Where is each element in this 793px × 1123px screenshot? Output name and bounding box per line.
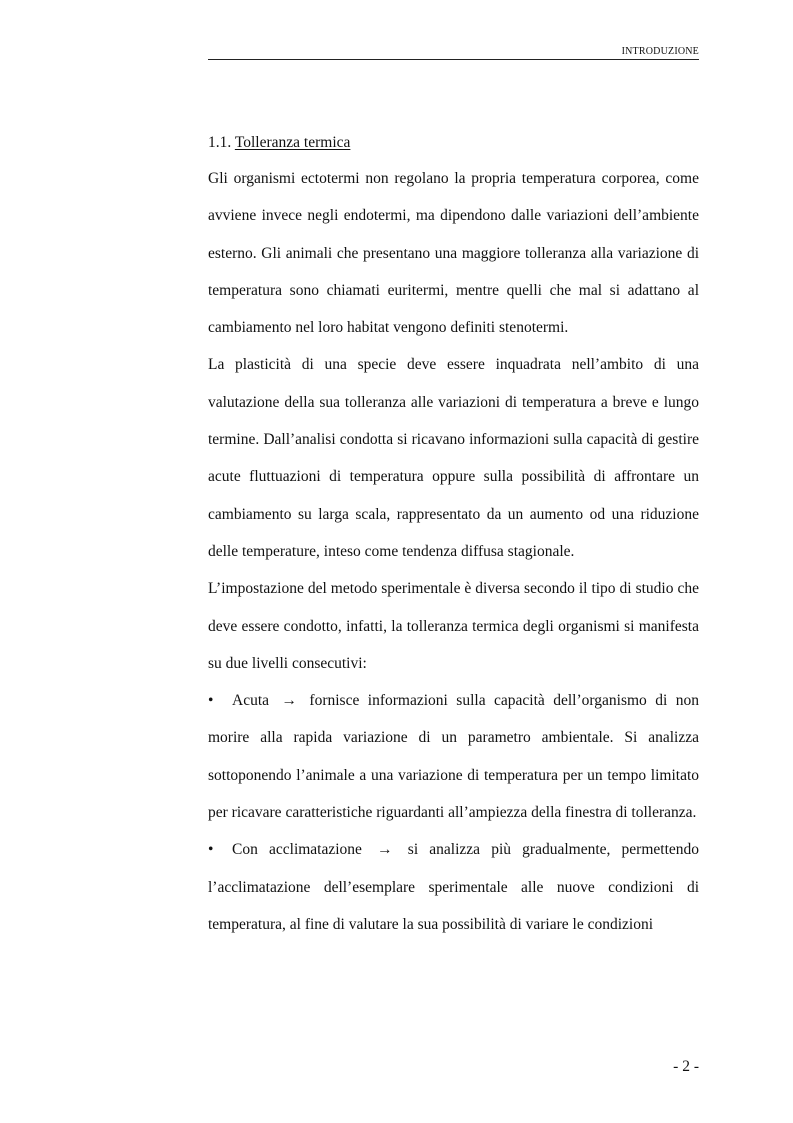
section-number: 1.1. xyxy=(208,134,232,151)
page-content xyxy=(208,129,699,943)
arrow-right-icon: → xyxy=(377,841,393,859)
bullet-text: fornisce informazioni sulla capacità dell’organismo di non morire alla rapida variazione di un parametro ambientale. Si analizza sottoponendo l’animale a una variazione di temperatura per un tempo limitato per ricavare caratteristiche riguardanti all’ampiezza della finestra di tolleranza. xyxy=(208,692,699,822)
bullet-term: Acuta xyxy=(232,692,270,710)
page-number: - 2 - xyxy=(673,1058,699,1075)
arrow-right-icon: → xyxy=(281,692,297,710)
paragraph: La plasticità di una specie deve essere inquadrata nell’ambito di una valutazione della sua tolleranza alle variazioni di temperatura a breve e lungo termine. Dall’analisi condotta si ricavano informazioni sulla capacità di gestire acute fluttuazioni di temperatura oppure sulla possibilità di affrontare un cambiamento su larga scala, rappresentato da un aumento od una riduzione delle temperature, inteso come tendenza diffusa stagionale. xyxy=(208,356,699,560)
paragraph: Gli organismi ectotermi non regolano la propria temperatura corporea, come avviene invece negli endotermi, ma dipendono dalle variazioni dell’ambiente esterno. Gli animali che presentano una maggiore tolleranza alla variazione di temperatura sono chiamati euritermi, mentre quelli che mal si adattano al cambiamento nel loro habitat vengono definiti stenotermi. xyxy=(208,170,699,337)
running-header xyxy=(208,46,699,60)
section-title: Tolleranza termica xyxy=(234,134,351,151)
bullet-item-acclimation xyxy=(208,831,699,943)
bullet-icon: • xyxy=(208,692,214,710)
running-title: INTRODUZIONE xyxy=(621,46,699,57)
bullet-term: Con acclimatazione xyxy=(232,841,362,859)
section-heading xyxy=(208,129,699,156)
paragraph: L’impostazione del metodo sperimentale è diversa secondo il tipo di studio che deve essere condotto, infatti, la tolleranza termica degli organismi si manifesta su due livelli consecutivi: xyxy=(208,580,699,672)
bullet-text: si analizza più gradualmente, permettendo l’acclimatazione dell’esemplare sperimentale alle nuove condizioni di temperatura, al fine di valutare la sua possibilità di variare le condizioni xyxy=(208,841,700,933)
bullet-item-acute xyxy=(208,682,699,831)
bullet-icon: • xyxy=(208,841,214,859)
